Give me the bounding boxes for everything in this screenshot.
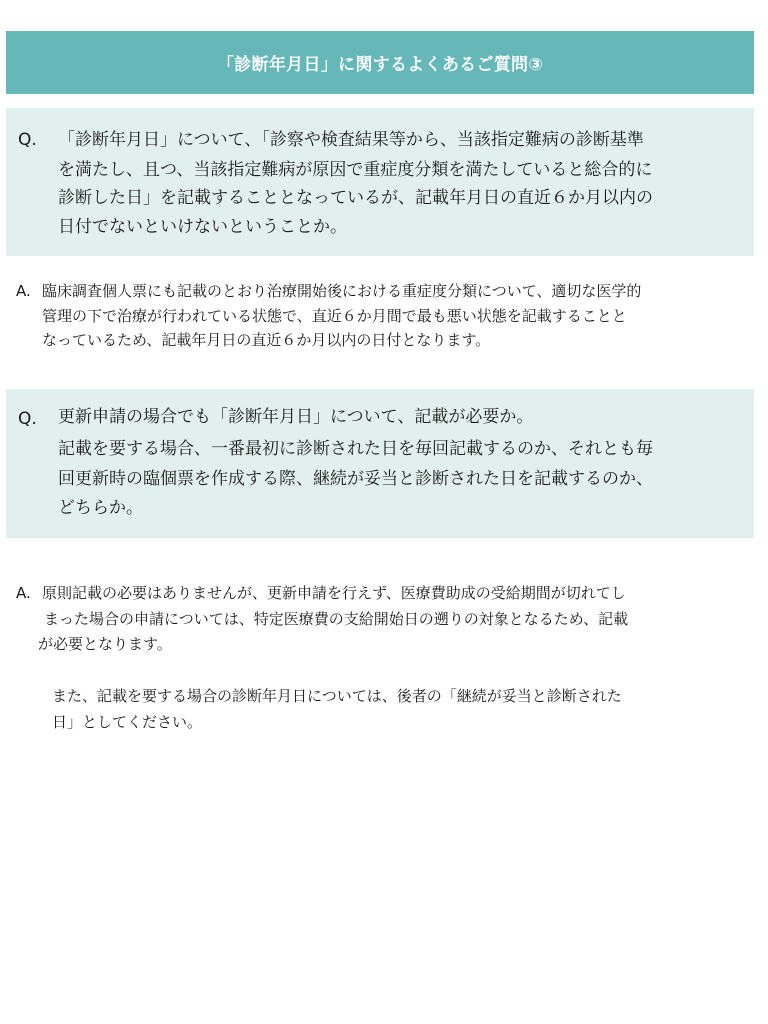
question-2-line-1: 更新申請の場合でも「診断年月日」について、記載が必要か。 <box>58 407 534 427</box>
answer-2-line-2: まった場合の申請については、特定医療費の支給開始日の遡りの対象となるため、記載 <box>44 610 629 628</box>
question-2-line-4: どちらか。 <box>58 498 143 518</box>
page-title: 「診断年月日」に関するよくあるご質問③ <box>6 31 754 94</box>
answer-1-line-1: 臨床調査個人票にも記載のとおり治療開始後における重症度分類について、適切な医学的 <box>42 282 642 300</box>
question-1-line-4: 日付でないといけないということか。 <box>58 217 347 237</box>
answer-1-line-2: 管理の下で治療が行われている状態で、直近６か月間で最も悪い状態を記載することと <box>42 307 627 325</box>
question-1-line-2: を満たし、且つ、当該指定難病が原因で重症度分類を満たしていると総合的に <box>58 160 653 180</box>
question-2-line-3: 回更新時の臨個票を作成する際、継続が妥当と診断された日を記載するのか、 <box>58 469 653 489</box>
answer-2-note-line-1: また、記載を要する場合の診断年月日については、後者の「継続が妥当と診断された <box>52 687 622 705</box>
question-marker-2: Q. <box>18 409 37 429</box>
answer-2-line-1: 原則記載の必要はありませんが、更新申請を行えず、医療費助成の受給期間が切れてし <box>42 584 626 602</box>
answer-2-note-line-2: 日」としてください。 <box>52 713 203 731</box>
question-1-line-3: 診断した日」を記載することとなっているが、記載年月日の直近６か月以内の <box>58 188 653 208</box>
answer-2-line-3: が必要となります。 <box>38 635 172 653</box>
question-1-line-1: 「診断年月日」について、「診察や検査結果等から、当該指定難病の診断基準 <box>58 130 644 150</box>
answer-marker-1: A. <box>16 282 31 300</box>
answer-1-line-3: なっているため、記載年月日の直近６か月以内の日付となります。 <box>42 331 491 349</box>
question-2-line-2: 記載を要する場合、一番最初に診断された日を毎回記載するのか、それとも毎 <box>58 439 653 459</box>
answer-marker-2: A. <box>16 584 31 602</box>
question-marker-1: Q. <box>18 130 37 150</box>
